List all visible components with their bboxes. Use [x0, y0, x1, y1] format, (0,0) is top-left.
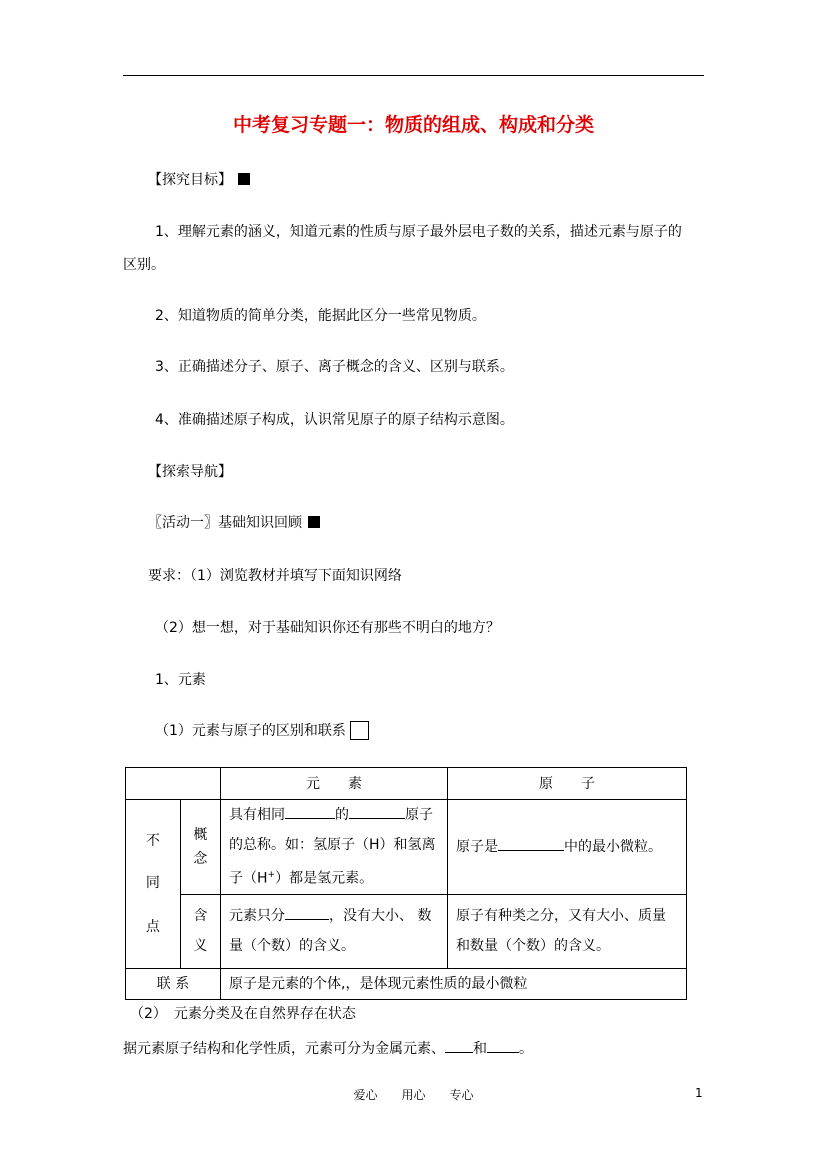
- subsection-element-vs-atom: （1）元素与原子的区别和联系: [155, 721, 369, 741]
- activity-title: 〖活动一〗基础知识回顾: [148, 513, 320, 533]
- requirement-1: 要求：（1）浏览教材并填写下面知识网络: [148, 568, 402, 584]
- diff-label-cell: 不 同 点: [126, 800, 181, 969]
- page-title: 中考复习专题一：物质的组成、构成和分类: [232, 114, 594, 136]
- fill-blank[interactable]: [445, 1038, 473, 1053]
- relation-label-cell: 联 系: [126, 968, 221, 999]
- fill-blank[interactable]: [285, 905, 329, 920]
- meaning-atom-cell: 原子有种类之分，又有大小、质量 和数量（个数）的含义。: [448, 894, 687, 968]
- goal-item-3: 3、正确描述分子、原子、离子概念的含义、区别与联系。: [155, 359, 514, 375]
- goal-item-4: 4、准确描述原子构成，认识常见原子的原子结构示意图。: [155, 412, 514, 428]
- concept-atom-cell: 原子是 中的最小微粒。: [448, 800, 687, 895]
- table-row-relation: [126, 968, 687, 999]
- nav-heading: 【探索导航】: [148, 464, 232, 480]
- goal-item-1-cont: 区别。: [123, 257, 165, 273]
- table-row-meaning: [126, 894, 687, 968]
- goal-heading: 【探究目标】: [148, 170, 250, 190]
- concept-element-cell: 具有相同 的 原子 的总称。如：氢原子（H）和氢离 子（H+）都是氢元素。: [221, 800, 448, 895]
- table-row-concept: [126, 800, 687, 895]
- page-footer: 爱心 用心 专心: [353, 1088, 474, 1102]
- header-rule: [123, 75, 704, 76]
- fill-blank[interactable]: [285, 804, 335, 819]
- goal-item-2: 2、知道物质的简单分类，能据此区分一些常见物质。: [155, 308, 486, 324]
- relation-text-cell: 原子是元素的个体,，是体现元素性质的最小微粒: [221, 968, 687, 999]
- subsection-classification: （2） 元素分类及在自然界存在状态: [130, 1006, 356, 1022]
- section-element: 1、元素: [155, 672, 206, 688]
- col-header-atom: 原 子: [448, 768, 687, 800]
- requirement-2: （2）想一想，对于基础知识你还有那些不明白的地方？: [155, 620, 500, 636]
- empty-box-icon: [350, 721, 369, 740]
- fill-blank[interactable]: [349, 804, 405, 819]
- page-number: 1: [695, 1086, 703, 1100]
- table-corner-cell: [126, 768, 221, 800]
- fill-blank[interactable]: [487, 1038, 519, 1053]
- meaning-element-cell: 元素只分 ，没有大小、 数 量（个数）的含义。: [221, 894, 448, 968]
- goal-item-1: 1、理解元素的涵义，知道元素的性质与原子最外层电子数的关系，描述元素与原子的: [155, 224, 682, 240]
- col-header-element: 元 素: [221, 768, 448, 800]
- table-header-row: [126, 768, 687, 800]
- square-bullet-icon: [308, 516, 320, 528]
- fill-blank[interactable]: [498, 836, 564, 851]
- meaning-label-cell: 含 义: [180, 894, 220, 968]
- concept-label-cell: 概 念: [180, 800, 220, 895]
- square-bullet-icon: [238, 173, 250, 185]
- element-atom-table: [125, 767, 687, 1000]
- classification-text: 据元素原子结构和化学性质，元素可分为金属元素、 和 。: [123, 1038, 533, 1059]
